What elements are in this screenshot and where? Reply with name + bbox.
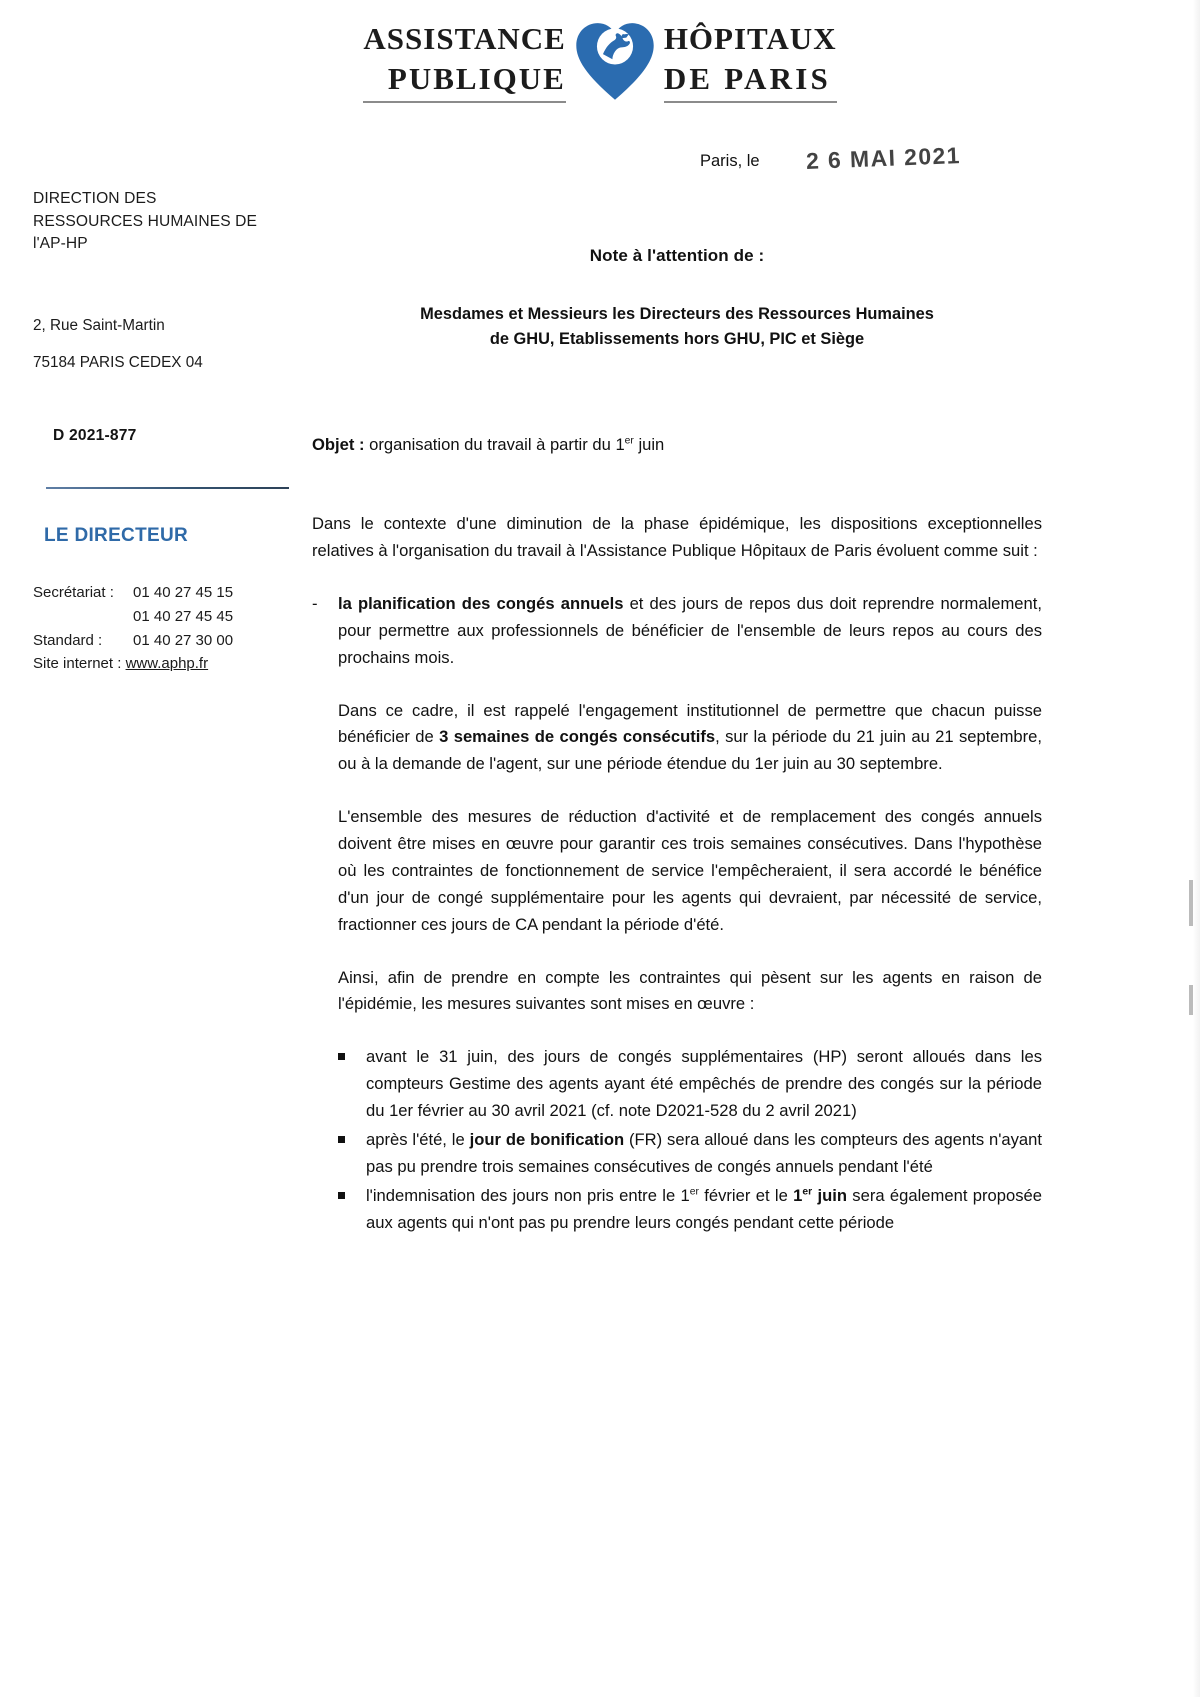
dash-item-text [338, 591, 1042, 672]
scan-artifact-1 [1189, 880, 1193, 926]
standard-phone: 01 40 27 30 00 [133, 631, 234, 649]
bullet-segment: sera également proposée aux agents qui n'ont pas pu prendre leurs congés pendant cette période [366, 1185, 1042, 1232]
bullet-item [338, 1127, 1042, 1181]
secretariat-label: Secrétariat : [33, 584, 114, 602]
dateline [700, 142, 1120, 174]
city-label: Paris, le [700, 152, 760, 170]
dash-item-bold: la planification des congés annuels [338, 593, 624, 613]
dash-list-item-planification [312, 591, 1042, 672]
paragraph-intro: Dans le contexte d'une diminution de la phase épidémique, les dispositions exceptionnelles relatives à l'organisation du travail à l'Assistance Publique Hôpitaux de Paris évoluent comme suit : [312, 514, 1042, 561]
heart-with-hospital-icon [572, 18, 658, 104]
bullet-item-text [366, 1183, 1042, 1237]
recipients-line-2: de GHU, Etablissements hors GHU, PIC et Siège [489, 329, 865, 348]
bullet-superscript: er [689, 1186, 699, 1198]
square-bullet-icon [338, 1053, 346, 1125]
bullet-bold-segment: juin [812, 1185, 847, 1205]
scan-artifact-2 [1189, 985, 1193, 1015]
scan-edge-shadow [1193, 0, 1200, 1697]
bullet-segment: après l'été, le [366, 1129, 470, 1149]
logo-line-assistance: ASSISTANCE [363, 20, 566, 56]
sender-organization [33, 188, 295, 256]
bullet-segment: avant le 31 juin, des jours de congés supplémentaires (HP) seront alloués dans les compteurs Gestime des agents ayant été empêchés de prendre des congés sur la période du 1er février au 30 avril 2021 (cf. note D2021-528 du 2 avril 2021) [366, 1047, 1042, 1121]
logo-left-rule [363, 101, 565, 103]
website-link[interactable]: www.aphp.fr [125, 655, 209, 673]
square-bullet-icon [338, 1136, 346, 1181]
secretariat-phone-1: 01 40 27 45 15 [133, 584, 234, 602]
standard-label: Standard : [33, 631, 103, 649]
dash-item-rest: et des jours de repos dus doit reprendre normalement, pour permettre aux professionnels de bénéficier de l'ensemble de leurs repos au cours des prochains mois. [338, 593, 1042, 667]
logo-right-rule [664, 101, 837, 103]
subject-label: Objet : [312, 435, 365, 455]
contact-website [33, 652, 295, 676]
paragraph-ainsi: Ainsi, afin de prendre en compte les contraintes qui pèsent sur les agents en raison de l'épidémie, les mesures suivantes sont mises en œuvre : [338, 967, 1042, 1014]
logo-line-publique: PUBLIQUE [387, 60, 566, 96]
contact-secretariat [33, 581, 295, 605]
paragraph-mesures: L'ensemble des mesures de réduction d'activité et de remplacement des congés annuels doivent être mises en œuvre pour garantir ces trois semaines consécutives. Dans l'hypothèse où les contraintes de fonctionnement de service l'empêcheraient, il sera accordé le bénéfice d'un jour de congé supplémentaire pour les agents qui devraient, par nécessité de service, fractionner ces jours de CA pendant la période d'été. [338, 807, 1042, 934]
bullet-segment: (FR) sera alloué dans les compteurs des agents n'ayant pas pu prendre trois semaines consécutives de congés annuels pendant l'été [366, 1129, 1042, 1176]
measures-bullet-list [338, 1044, 1042, 1236]
address-postal: 75184 PARIS CEDEX 04 [33, 353, 203, 371]
bullet-item [338, 1044, 1042, 1125]
subject-text-before: organisation du travail à partir du 1 [364, 435, 625, 455]
bullet-bold-segment: 1 [793, 1185, 803, 1205]
subject-line [312, 435, 1042, 455]
square-bullet-icon [338, 1192, 346, 1237]
letter-body [312, 246, 1042, 1238]
bullet-item [338, 1183, 1042, 1237]
recipients-block [312, 302, 1042, 351]
bullet-bold-segment: jour de bonification [469, 1129, 625, 1149]
address-street: 2, Rue Saint-Martin [33, 316, 165, 334]
org-line-1: DIRECTION DES [33, 190, 157, 207]
letterhead [0, 18, 1200, 104]
bullet-item-text [366, 1044, 1042, 1125]
secretariat-phone-2: 01 40 27 45 45 [133, 608, 234, 626]
bullet-superscript: er [802, 1186, 813, 1198]
paragraph-dans-ce-cadre [338, 698, 1042, 779]
cadre-text-b: , sur la période du 21 juin au 21 septembre, ou à la demande de l'agent, sur une période étendue du 1er juin au 30 septembre. [338, 727, 1042, 774]
note-attention-heading: Note à l'attention de : [589, 246, 765, 265]
bullet-item-text [366, 1127, 1042, 1181]
dash-marker: - [312, 593, 318, 613]
contact-standard [33, 629, 295, 653]
cadre-text-a: Dans ce cadre, il est rappelé l'engagement institutionnel de permettre que chacun puisse bénéficier de [338, 700, 1042, 747]
logo-line-hopitaux: HÔPITAUX [663, 20, 837, 56]
logo-right-text [664, 19, 837, 103]
cadre-bold: 3 semaines de congés consécutifs [439, 727, 716, 747]
logo-left-text [363, 19, 565, 103]
website-label: Site internet : [33, 655, 122, 673]
contact-block [33, 581, 295, 676]
org-line-3: l'AP-HP [33, 235, 88, 253]
document-reference: D 2021-877 [53, 427, 137, 445]
subject-text-after: juin [633, 435, 665, 455]
recipients-line-1: Mesdames et Messieurs les Directeurs des Ressources Humaines [420, 305, 934, 323]
sender-address [33, 314, 295, 376]
director-title: LE DIRECTEUR [44, 525, 188, 547]
date-stamp: 2 6 MAI 2021 [805, 142, 961, 174]
bullet-segment: l'indemnisation des jours non pris entre le 1 [366, 1185, 690, 1205]
logo-line-de-paris: DE PARIS [663, 60, 831, 96]
sender-block [33, 188, 295, 676]
sidebar-divider [46, 487, 289, 489]
bullet-segment: février et le [698, 1185, 794, 1205]
org-line-2: RESSOURCES HUMAINES DE [33, 212, 258, 230]
aphp-logo [363, 18, 836, 104]
body-text [312, 511, 1042, 1236]
subject-superscript: er [624, 435, 634, 447]
secretariat-phone-2-row [33, 605, 295, 629]
